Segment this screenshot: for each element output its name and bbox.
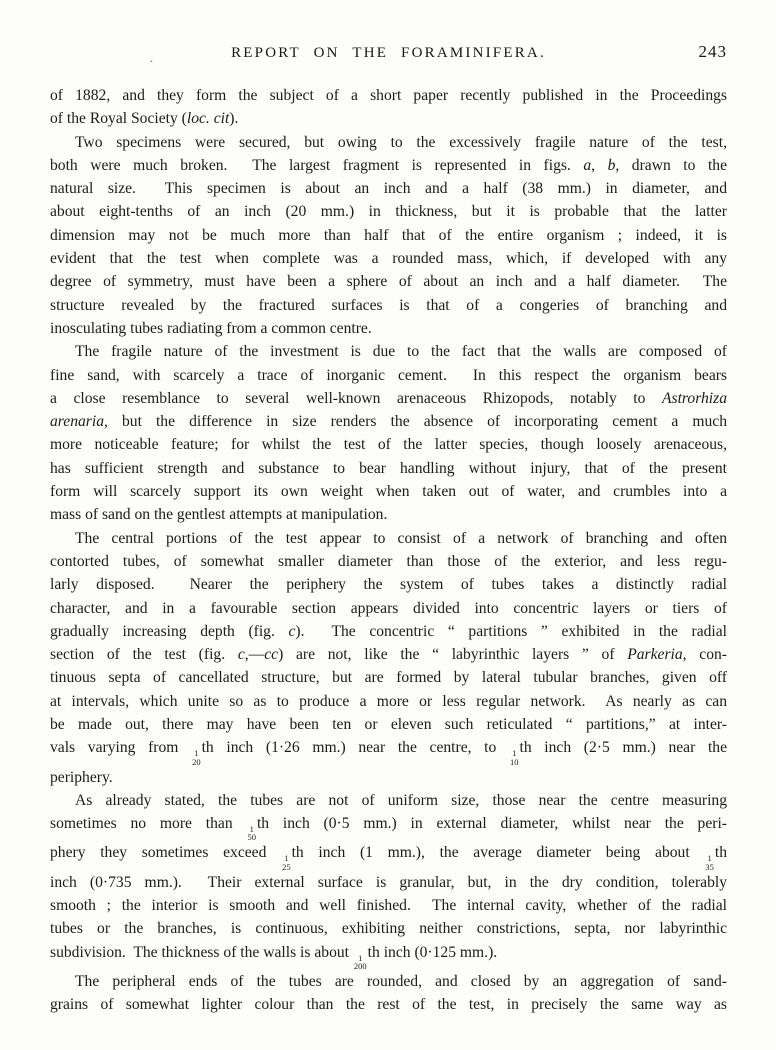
- text-line: section of the test (fig. c,—cc) are not, like the “ labyrinthic layers ” of Parkeria, con-: [50, 646, 727, 664]
- paragraph: [50, 340, 727, 526]
- page-body: [50, 84, 727, 1017]
- text-line: inch (0·735 mm.). Their external surface is granular, but, in the dry condition, tolerably: [50, 873, 727, 891]
- stacked-fraction: 1 35: [705, 853, 714, 872]
- text-line: The fragile nature of the investment is due to the fact that the walls are composed of: [75, 343, 727, 361]
- text-line: Two specimens were secured, but owing to the excessively fragile nature of the test,: [75, 133, 727, 151]
- italic-term: b: [607, 156, 616, 174]
- text-line: subdivision. The thickness of the walls is about 1 200 th inch (0·125 mm.).: [50, 943, 498, 971]
- text-line: phery they sometimes exceed 1 25 th inch (1 mm.), the average diameter being about 1 35 th: [50, 844, 728, 872]
- text-line: of 1882, and they form the subject of a short paper recently published in the Proceedings: [50, 87, 727, 104]
- italic-term: loc. cit: [186, 110, 230, 128]
- text-line: The central portions of the test appear to consist of a network of branching and often: [75, 529, 727, 547]
- text-line: gradually increasing depth (fig. c). The concentric “ partitions ” exhibited in the radial: [50, 622, 728, 640]
- text-line: larly disposed. Nearer the periphery the system of tubes takes a distinctly radial: [50, 576, 727, 594]
- text-line: sometimes no more than 1 50 th inch (0·5 mm.) in external diameter, whilst near the peri-: [50, 815, 727, 843]
- text-line: smooth ; the interior is smooth and well finished. The internal cavity, whether of the radial: [50, 897, 727, 915]
- running-title: REPORT ON THE FORAMINIFERA.: [231, 45, 546, 61]
- text-line: be made out, there may have been ten or eleven such reticulated “ partitions,” at inter-: [50, 716, 727, 734]
- page-number: 243: [698, 42, 727, 61]
- text-line: mass of sand on the gentlest attempts at manipulation.: [50, 506, 388, 524]
- text-line: contorted tubes, of somewhat smaller diameter than those of the exterior, and less regu-: [50, 552, 727, 570]
- text-line: a close resemblance to several well-known arenaceous Rhizopods, notably to Astrorhiza: [50, 389, 727, 407]
- text-line: As already stated, the tubes are not of uniform size, those near the centre measuring: [75, 791, 727, 809]
- italic-term: c: [288, 622, 296, 640]
- text-line: tubes or the branches, is continuous, exhibiting neither constrictions, septa, nor labyrinthic: [50, 920, 727, 938]
- italic-term: Parkeria: [627, 646, 683, 664]
- stacked-fraction: 1 20: [192, 748, 201, 767]
- text-line: of the Royal Society (loc. cit).: [50, 110, 239, 128]
- text-line: grains of somewhat lighter colour than the rest of the test, in precisely the same way as: [50, 996, 727, 1014]
- text-line: degree of symmetry, must have been a sphere of about an inch and a half diameter. The: [50, 273, 727, 291]
- stacked-fraction: 1 50: [247, 824, 256, 843]
- italic-term: cc: [264, 646, 279, 664]
- italic-term: arenaria: [50, 413, 104, 431]
- text-line: form will scarcely support its own weight when taken out of water, and crumbles into a: [50, 483, 727, 501]
- text-line: fine sand, with scarcely a trace of inorganic cement. In this respect the organism bears: [50, 366, 727, 384]
- text-line: dimension may not be much more than half that of the entire organism ; indeed, it is: [50, 226, 727, 244]
- text-line: at intervals, which unite so as to produce a more or less regular network. As nearly as can: [50, 692, 727, 710]
- paragraph: [50, 970, 727, 1017]
- paragraph: [50, 527, 727, 789]
- italic-term: c: [237, 646, 245, 664]
- text-line: more noticeable feature; for whilst the test of the latter species, though loosely arenaceous,: [50, 436, 727, 454]
- italic-term: a: [583, 156, 592, 174]
- text-line: The peripheral ends of the tubes are rounded, and closed by an aggregation of sand-: [75, 972, 727, 990]
- text-line: evident that the test when complete was a rounded mass, which, if developed with any: [50, 250, 727, 268]
- stacked-fraction: 1 200: [353, 952, 367, 971]
- text-line: tinuous septa of cancellated structure, but are formed by lateral tubular branches, given off: [50, 669, 727, 687]
- text-line: both were much broken. The largest fragment is represented in figs. a, b, drawn to the: [50, 156, 727, 174]
- text-line: periphery.: [50, 768, 113, 786]
- text-line: character, and in a favourable section appears divided into concentric layers or tiers of: [50, 599, 727, 617]
- text-line: arenaria, but the difference in size renders the absence of incorporating cement a much: [50, 413, 727, 431]
- paragraph: [50, 789, 727, 970]
- text-line: about eight-tenths of an inch (20 mm.) in thickness, but it is probable that the latter: [50, 203, 727, 221]
- text-line: inosculating tubes radiating from a common centre.: [50, 319, 372, 337]
- page-header: [50, 42, 727, 65]
- text-line: vals varying from 1 20 th inch (1·26 mm.) near the centre, to 1 10 th inch (2·5 mm.) near the: [50, 739, 727, 767]
- text-line: structure revealed by the fractured surfaces is that of a congeries of branching and: [50, 296, 727, 314]
- text-line: has sufficient strength and substance to bear handling without injury, that of the present: [50, 459, 727, 477]
- text-line: natural size. This specimen is about an inch and a half (38 mm.) in diameter, and: [50, 180, 727, 198]
- stacked-fraction: 1 25: [282, 853, 291, 872]
- italic-term: Astrorhiza: [662, 389, 727, 407]
- stray-ink-dot: .: [150, 51, 153, 65]
- paragraph: [50, 84, 727, 131]
- paragraph: [50, 131, 727, 341]
- stacked-fraction: 1 10: [509, 748, 519, 767]
